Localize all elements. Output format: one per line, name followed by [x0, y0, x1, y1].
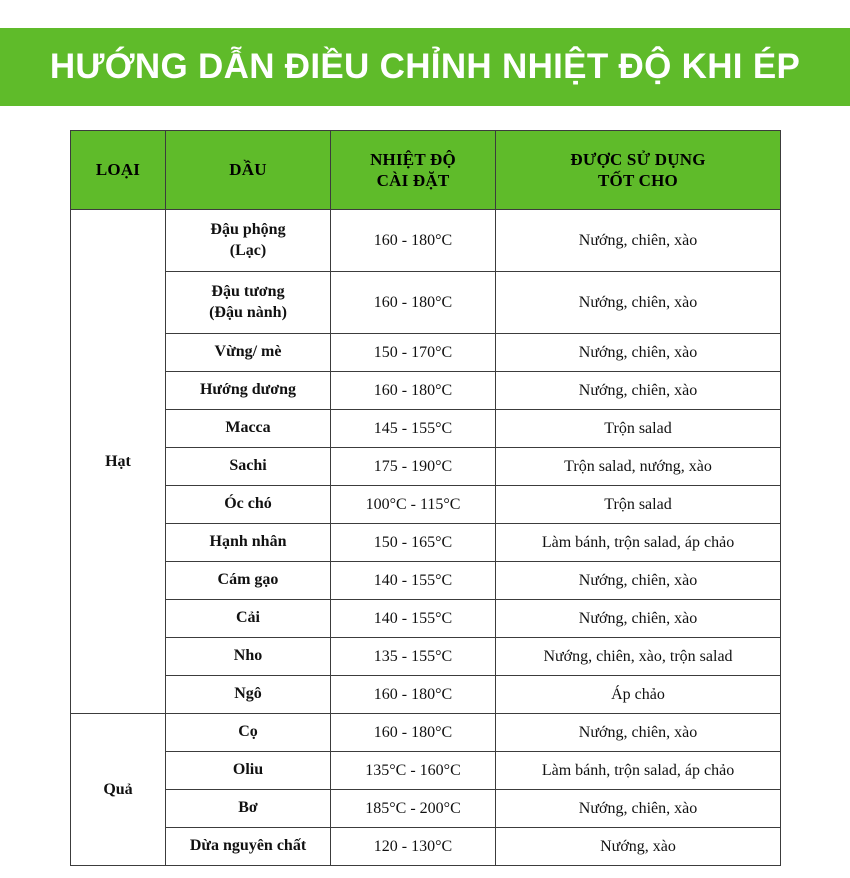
temperature-cell: 160 - 180°C	[331, 272, 496, 334]
temperature-cell: 185°C - 200°C	[331, 790, 496, 828]
table-row	[71, 714, 781, 752]
usage-cell: Nướng, chiên, xào	[496, 714, 781, 752]
oil-name-cell: Bơ	[166, 790, 331, 828]
usage-cell: Nướng, chiên, xào	[496, 600, 781, 638]
temperature-cell: 160 - 180°C	[331, 676, 496, 714]
temperature-cell: 140 - 155°C	[331, 600, 496, 638]
oil-name-cell: Hướng dương	[166, 372, 331, 410]
group-cell-qua: Quả	[71, 714, 166, 866]
temperature-cell: 145 - 155°C	[331, 410, 496, 448]
table-row	[71, 600, 781, 638]
oil-name-cell	[166, 272, 331, 334]
table-row	[71, 410, 781, 448]
header-su-dung-line1: ĐƯỢC SỬ DỤNG	[570, 149, 706, 169]
oil-name-cell: Cọ	[166, 714, 331, 752]
page-title: HƯỚNG DẪN ĐIỀU CHỈNH NHIỆT ĐỘ KHI ÉP	[49, 47, 801, 86]
temperature-cell: 135°C - 160°C	[331, 752, 496, 790]
header-row	[71, 131, 781, 210]
oil-name-cell: Cải	[166, 600, 331, 638]
oil-name-cell: Oliu	[166, 752, 331, 790]
table-body	[71, 210, 781, 866]
temperature-cell: 160 - 180°C	[331, 372, 496, 410]
table-row	[71, 486, 781, 524]
table-row	[71, 334, 781, 372]
usage-cell: Nướng, chiên, xào	[496, 790, 781, 828]
oil-name-cell: Cám gạo	[166, 562, 331, 600]
oil-name-line1: Đậu tương	[211, 282, 285, 300]
usage-cell: Nướng, chiên, xào	[496, 210, 781, 272]
oil-name-line2: (Đậu nành)	[209, 303, 287, 321]
table-row	[71, 562, 781, 600]
usage-cell: Nướng, chiên, xào	[496, 272, 781, 334]
table-container	[70, 130, 780, 866]
header-dau: DẦU	[166, 131, 331, 210]
page-root	[0, 28, 850, 878]
header-nhiet-do-line1: NHIỆT ĐỘ	[370, 149, 456, 169]
temperature-cell: 160 - 180°C	[331, 210, 496, 272]
oil-name-cell: Macca	[166, 410, 331, 448]
table-row	[71, 372, 781, 410]
temperature-cell: 160 - 180°C	[331, 714, 496, 752]
temperature-cell: 135 - 155°C	[331, 638, 496, 676]
oil-name-cell: Vừng/ mè	[166, 334, 331, 372]
usage-cell: Áp chảo	[496, 676, 781, 714]
usage-cell: Nướng, chiên, xào	[496, 372, 781, 410]
header-su-dung-line2: TỐT CHO	[598, 171, 678, 190]
oil-temperature-table	[70, 130, 781, 866]
header-loai: LOẠI	[71, 131, 166, 210]
table-row	[71, 448, 781, 486]
temperature-cell: 100°C - 115°C	[331, 486, 496, 524]
usage-cell: Trộn salad	[496, 410, 781, 448]
group-cell-hat: Hạt	[71, 210, 166, 714]
table-row	[71, 272, 781, 334]
oil-name-line1: Đậu phộng	[210, 220, 286, 238]
table-header	[71, 131, 781, 210]
banner	[0, 28, 850, 106]
usage-cell: Nướng, chiên, xào	[496, 334, 781, 372]
oil-name-cell: Hạnh nhân	[166, 524, 331, 562]
usage-cell: Làm bánh, trộn salad, áp chảo	[496, 752, 781, 790]
oil-name-cell: Nho	[166, 638, 331, 676]
oil-name-line2: (Lạc)	[229, 241, 267, 259]
oil-name-cell: Dừa nguyên chất	[166, 828, 331, 866]
usage-cell: Nướng, chiên, xào	[496, 562, 781, 600]
table-row	[71, 790, 781, 828]
header-su-dung	[496, 131, 781, 210]
usage-cell: Làm bánh, trộn salad, áp chảo	[496, 524, 781, 562]
oil-name-cell: Óc chó	[166, 486, 331, 524]
table-row	[71, 752, 781, 790]
usage-cell: Trộn salad	[496, 486, 781, 524]
table-row	[71, 638, 781, 676]
table-row	[71, 210, 781, 272]
oil-name-cell: Sachi	[166, 448, 331, 486]
usage-cell: Nướng, chiên, xào, trộn salad	[496, 638, 781, 676]
usage-cell: Nướng, xào	[496, 828, 781, 866]
oil-name-cell: Ngô	[166, 676, 331, 714]
header-nhiet-do-line2: CÀI ĐẶT	[376, 171, 450, 190]
temperature-cell: 150 - 170°C	[331, 334, 496, 372]
temperature-cell: 150 - 165°C	[331, 524, 496, 562]
usage-cell: Trộn salad, nướng, xào	[496, 448, 781, 486]
temperature-cell: 120 - 130°C	[331, 828, 496, 866]
table-row	[71, 828, 781, 866]
temperature-cell: 140 - 155°C	[331, 562, 496, 600]
header-nhiet-do	[331, 131, 496, 210]
temperature-cell: 175 - 190°C	[331, 448, 496, 486]
table-row	[71, 676, 781, 714]
oil-name-cell	[166, 210, 331, 272]
table-row	[71, 524, 781, 562]
